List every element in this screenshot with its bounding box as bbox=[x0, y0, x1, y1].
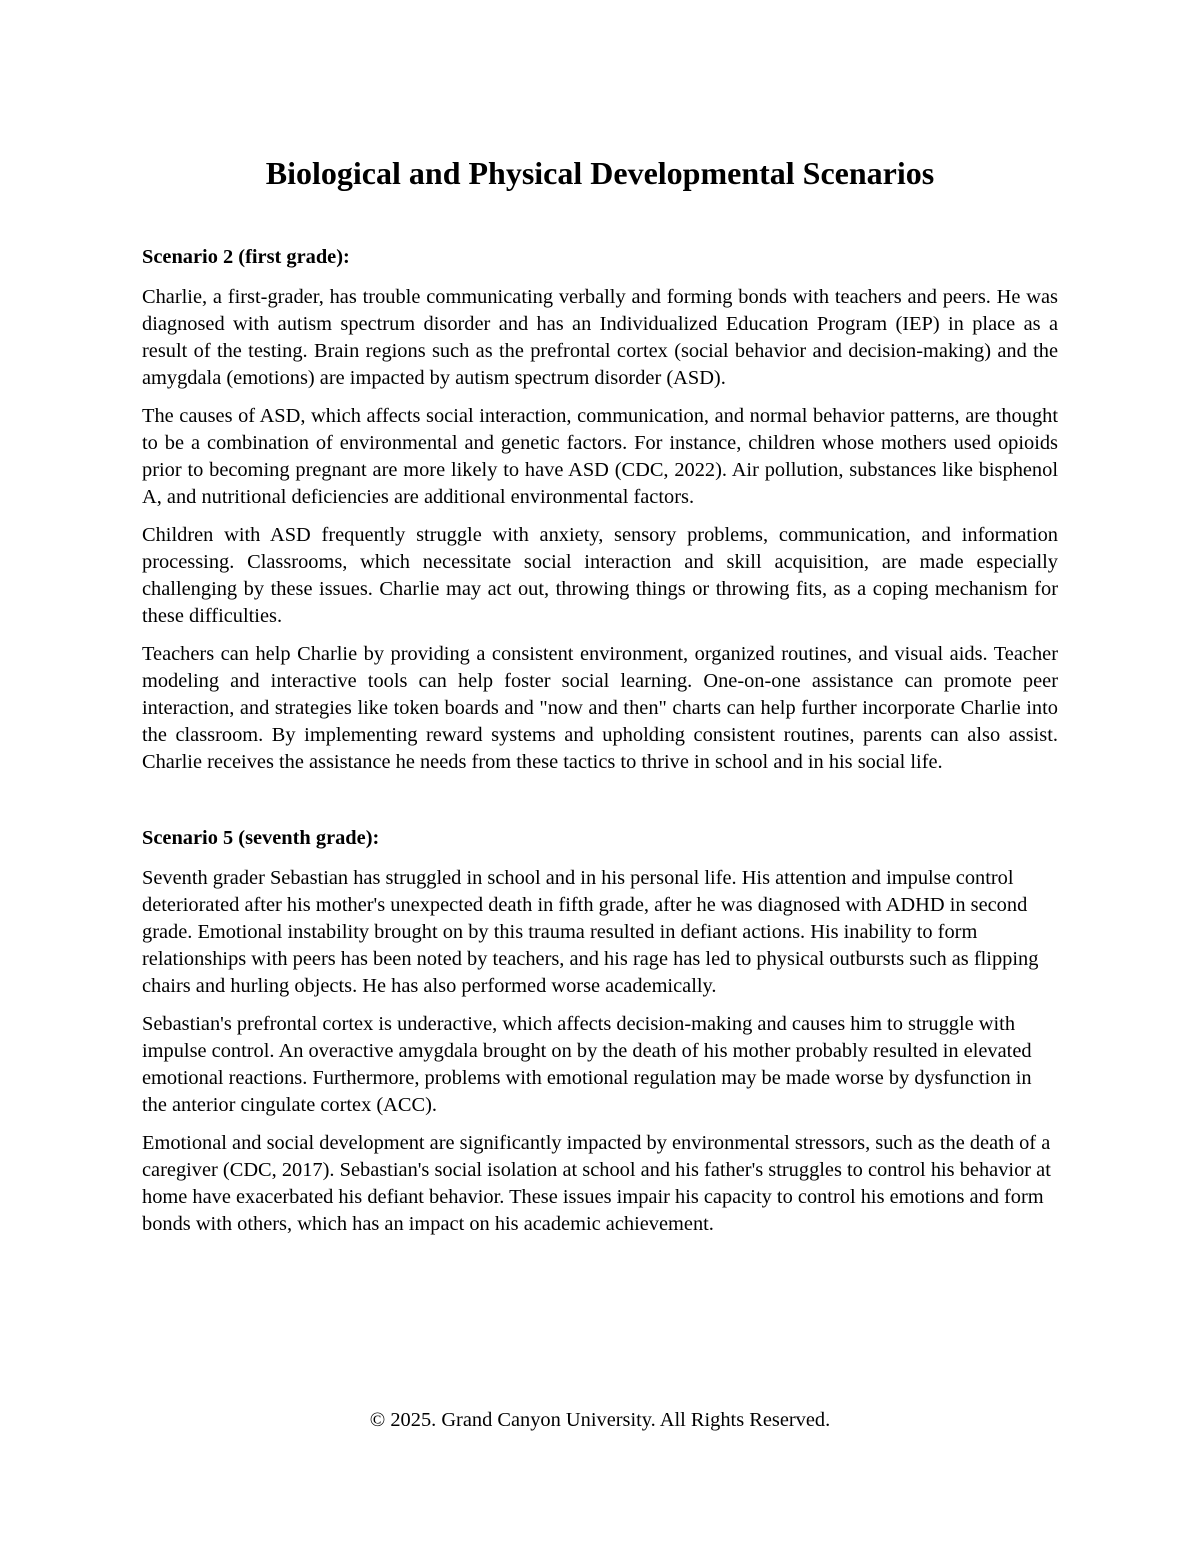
section-heading: Scenario 2 (first grade): bbox=[142, 246, 350, 268]
paragraph: Sebastian's prefrontal cortex is underactive, which affects decision-making and causes him to struggle with impulse control. An overactive amygdala brought on by the death of his mother probably resulted in elevated emotional reactions. Furthermore, problems with emotional regulation may be made worse by dysfunction in the anterior cingulate cortex (ACC). bbox=[142, 1013, 1032, 1116]
paragraph: Emotional and social development are significantly impacted by environmental stressors, such as the death of a caregiver (CDC, 2017). Sebastian's social isolation at school and his father's struggles to control his behavior at home have exacerbated his defiant behavior. These issues impair his capacity to control his emotions and form bonds with others, which has an impact on his academic achievement. bbox=[142, 1132, 1051, 1235]
document-body bbox=[142, 244, 1058, 1249]
paragraph: Children with ASD frequently struggle with anxiety, sensory problems, communication, and information processing. Classrooms, which necessitate social interaction and skill acquisition, are made especially challenging by these issues. Charlie may act out, throwing things or throwing fits, as a coping mechanism for these difficulties. bbox=[142, 524, 1058, 627]
paragraph: Teachers can help Charlie by providing a consistent environment, organized routines, and visual aids. Teacher modeling and interactive tools can help foster social learning. One-on-one assistance can promote peer interaction, and strategies like token boards and "now and then" charts can help further incorporate Charlie into the classroom. By implementing reward systems and upholding consistent routines, parents can also assist. Charlie receives the assistance he needs from these tactics to thrive in school and in his social life. bbox=[142, 643, 1058, 773]
section-heading: Scenario 5 (seventh grade): bbox=[142, 827, 380, 849]
scenario-5-section bbox=[142, 825, 1058, 1238]
section-spacer bbox=[142, 787, 1058, 825]
paragraph: Seventh grader Sebastian has struggled in school and in his personal life. His attention and impulse control deteriorated after his mother's unexpected death in fifth grade, after he was diagnosed with ADHD in second grade. Emotional instability brought on by this trauma resulted in defiant actions. His inability to form relationships with peers has been noted by teachers, and his rage has led to physical outbursts such as flipping chairs and hurling objects. He has also performed worse academically. bbox=[142, 867, 1039, 997]
paragraph: Charlie, a first-grader, has trouble communicating verbally and forming bonds with teachers and peers. He was diagnosed with autism spectrum disorder and has an Individualized Education Program (IEP) in place as a result of the testing. Brain regions such as the prefrontal cortex (social behavior and decision-making) and the amygdala (emotions) are impacted by autism spectrum disorder (ASD). bbox=[142, 286, 1058, 389]
paragraph: The causes of ASD, which affects social interaction, communication, and normal behavior patterns, are thought to be a combination of environmental and genetic factors. For instance, children whose mothers used opioids prior to becoming pregnant are more likely to have ASD (CDC, 2022). Air pollution, substances like bisphenol A, and nutritional deficiencies are additional environmental factors. bbox=[142, 405, 1058, 508]
page-title: Biological and Physical Developmental Scenarios bbox=[265, 155, 935, 191]
scenario-2-section bbox=[142, 244, 1058, 776]
copyright-footer: © 2025. Grand Canyon University. All Rights Reserved. bbox=[369, 1409, 831, 1431]
